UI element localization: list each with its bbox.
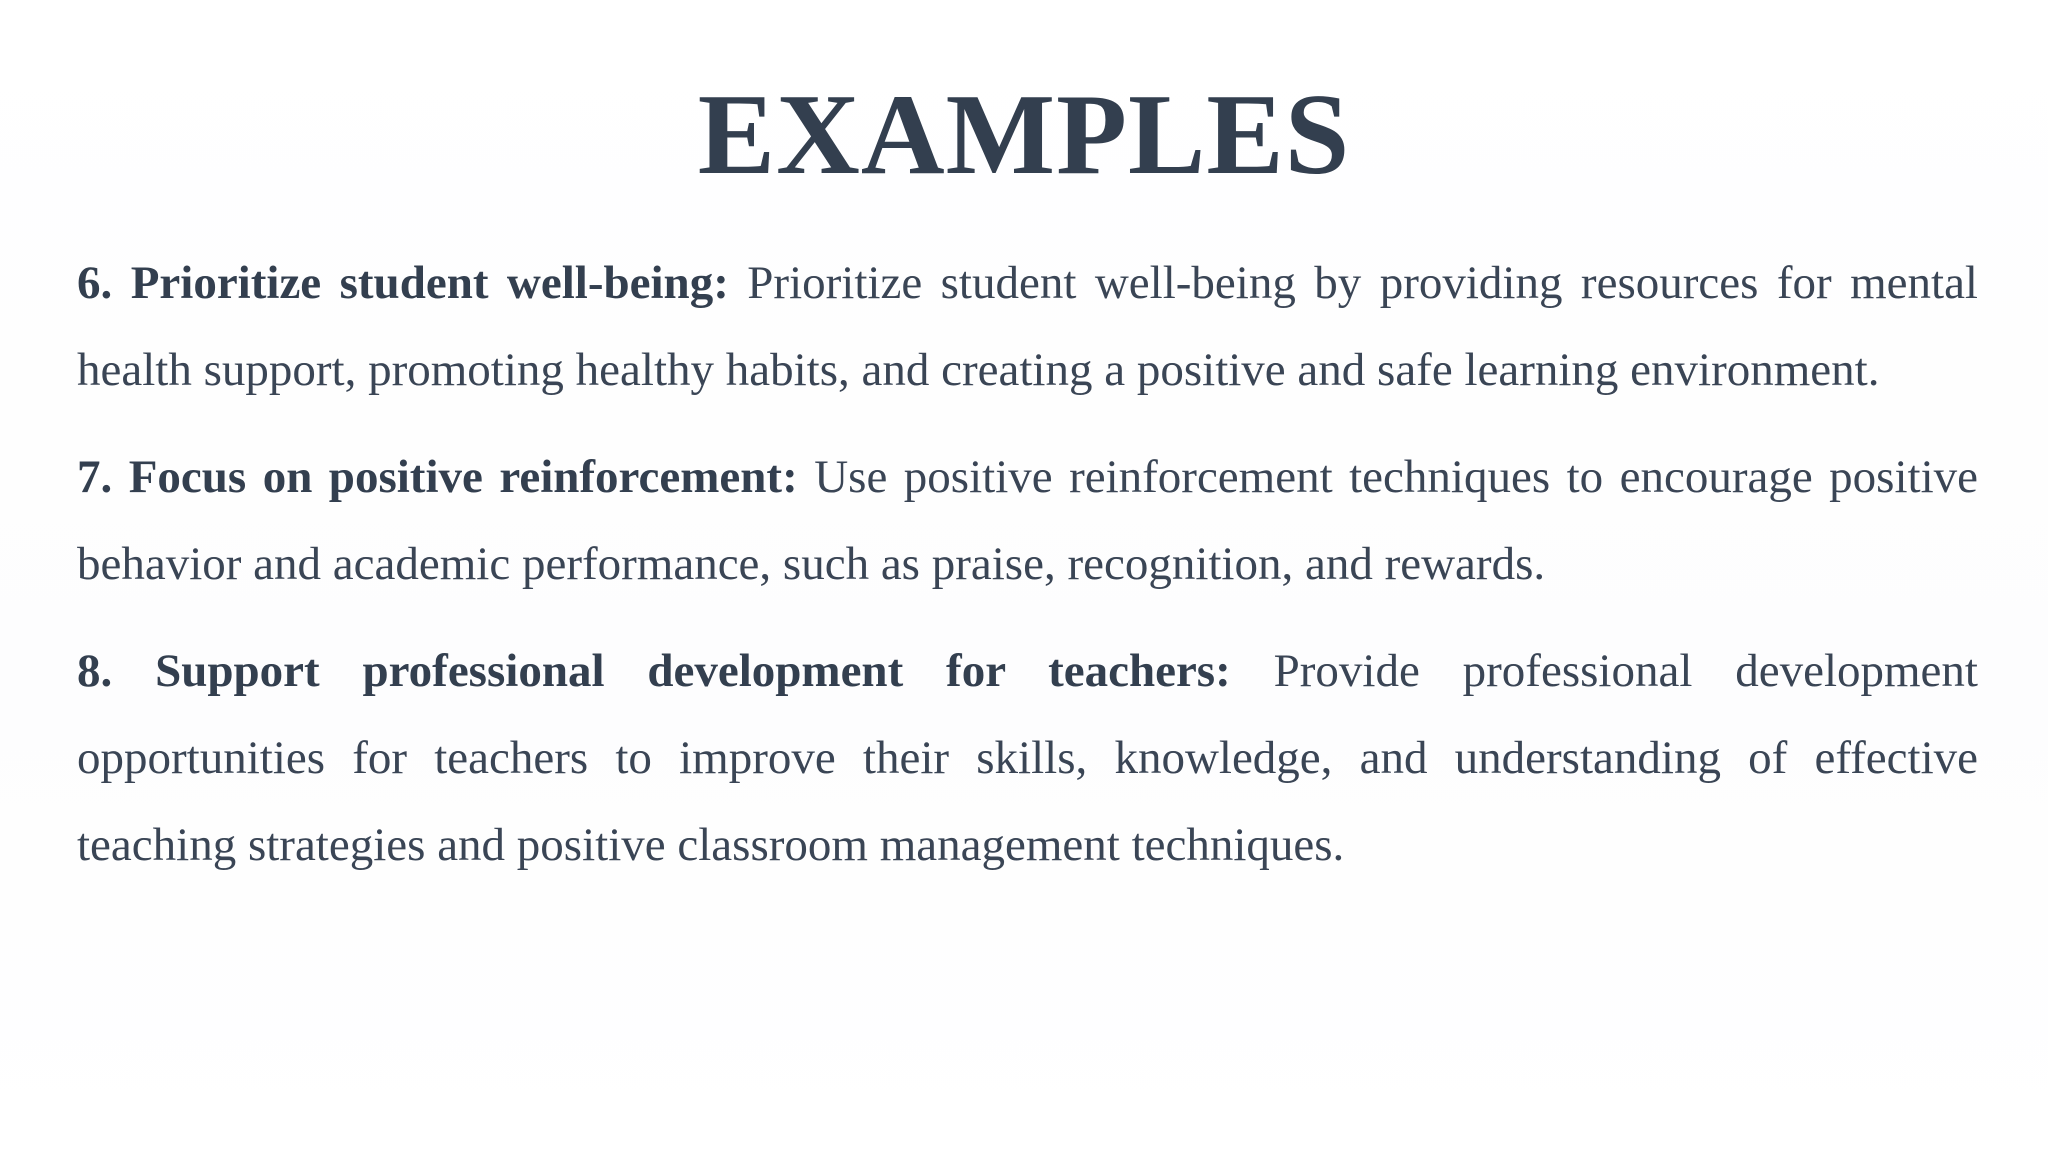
- slide-title: EXAMPLES: [697, 71, 1351, 199]
- item-text: Provide professional development opportunities for teachers to improve their skills, knowledge, and understanding of effective teaching strategies and positive classroom management techniques.: [77, 645, 1978, 871]
- slide-content: [77, 240, 1978, 909]
- item-heading: 8. Support professional development for teachers:: [77, 645, 1274, 697]
- item-heading: 7. Focus on positive reinforcement:: [77, 451, 815, 503]
- item-text: Use positive reinforcement techniques to encourage positive behavior and academic performance, such as praise, recognition, and rewards.: [77, 451, 1978, 590]
- list-item: [77, 434, 1978, 608]
- list-item: [77, 628, 1978, 889]
- list-item: [77, 240, 1978, 414]
- item-heading: 6. Prioritize student well-being:: [77, 257, 748, 309]
- item-text: Prioritize student well-being by providing resources for mental health support, promoting healthy habits, and creating a positive and safe learning environment.: [77, 257, 1978, 396]
